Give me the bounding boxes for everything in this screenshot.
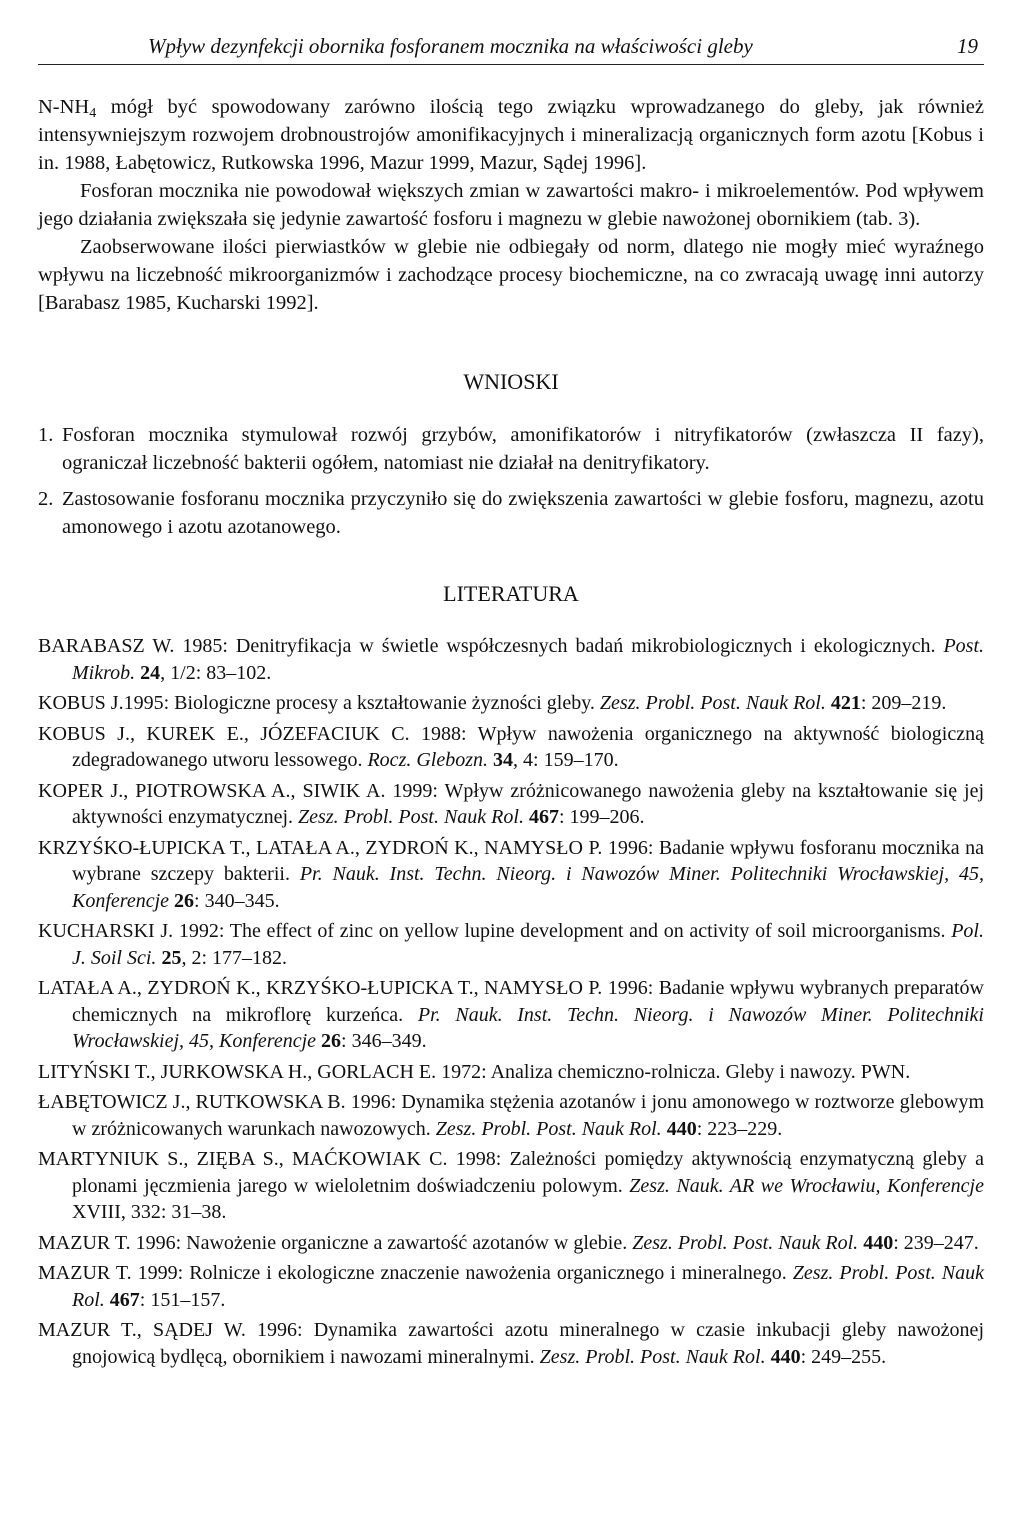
paragraph-1	[38, 93, 984, 177]
reference-text: LITYŃSKI T., JURKOWSKA H., GORLACH E. 1972: Analiza chemiczno-rolnicza. Gleby i nawozy. PWN.	[38, 1060, 911, 1083]
reference-journal: Zesz. Probl. Post. Nauk Rol.	[539, 1345, 766, 1368]
reference-pages: XVIII, 332: 31–38.	[72, 1201, 227, 1223]
reference-journal: Rocz. Glebozn.	[367, 749, 489, 771]
reference-pages: , 4: 159–170.	[513, 749, 619, 771]
reference-item	[38, 1146, 984, 1226]
reference-volume: 26	[316, 1030, 342, 1052]
reference-journal: Pol. J. Soil Sci.	[72, 920, 984, 969]
reference-item	[38, 975, 984, 1055]
reference-journal: Zesz. Nauk. AR we Wrocławiu, Konferencje	[629, 1174, 984, 1197]
reference-pages: : 209–219.	[860, 692, 947, 714]
reference-item	[38, 1089, 984, 1142]
reference-volume: 467	[104, 1288, 140, 1311]
paragraph-2: Fosforan mocznika nie powodował większych zmian w zawartości makro- i mikroelementów. Pod wpływem jego działania zwiększała się jedynie zawartość fosforu i magnezu w glebie nawożonej obornikiem (tab. 3).	[38, 180, 984, 230]
reference-item	[38, 633, 984, 686]
reference-journal: Zesz. Probl. Post. Nauk Rol.	[72, 1262, 984, 1311]
paragraph-1-rest: mógł być spowodowany zarówno ilością tego związku wprowadzanego do gleby, jak również intensywniejszym rozwojem drobnoustrojów amonifikacyjnych i mineralizacją organicznych form azotu [Kobus i in. 1988, Łabętowicz, Rutkowska 1996, Mazur 1999, Mazur, Sądej 1996].	[38, 96, 984, 174]
page-number: 19	[957, 34, 978, 58]
reference-item	[38, 835, 984, 915]
reference-pages: : 223–229.	[696, 1117, 783, 1140]
paragraph-1-start: N-NH	[38, 96, 90, 118]
reference-pages: , 2: 177–182.	[181, 946, 287, 969]
conclusion-text: Fosforan mocznika stymulował rozwój grzybów, amonifikatorów i nitryfikatorów (zwłaszcza II fazy), ograniczał liczebność bakterii ogółem, natomiast nie działał na denitryfikatory.	[62, 424, 984, 474]
reference-pages: : 239–247.	[893, 1231, 979, 1254]
reference-volume: 25	[156, 946, 182, 969]
reference-item	[38, 1260, 984, 1313]
reference-pages: : 151–157.	[139, 1288, 226, 1311]
reference-item	[38, 1059, 984, 1086]
reference-item	[38, 918, 984, 971]
reference-item	[38, 1230, 984, 1257]
reference-volume: 26	[169, 889, 195, 912]
subscript: 4	[89, 106, 97, 121]
conclusion-item	[38, 485, 984, 541]
reference-volume: 421	[825, 692, 861, 714]
conclusion-text: Zastosowanie fosforanu mocznika przyczyniło się do zwiększenia zawartości w glebie fosforu, magnezu, azotu amonowego i azotu azotanowego.	[62, 488, 984, 538]
references-list	[38, 633, 984, 1370]
reference-text: MAZUR T., SĄDEJ W. 1996: Dynamika zawartości azotu mineralnego w czasie inkubacji gleby nawożonej gnojowicą bydlęcą, obornikiem i nawozami mineralnymi.	[38, 1319, 984, 1368]
reference-volume: 24	[135, 661, 161, 684]
conclusion-number: 2.	[38, 488, 54, 510]
reference-text: BARABASZ W. 1985: Denitryfikacja w świetle współczesnych badań mikrobiologicznych i ekologicznych.	[38, 635, 944, 657]
reference-journal: Post. Mikrob.	[72, 635, 984, 684]
reference-text: KRZYŚKO-ŁUPICKA T., LATAŁA A., ZYDROŃ K., NAMYSŁO P. 1996: Badanie wpływu fosforanu mocznika na wybrane szczepy bakterii.	[38, 836, 984, 885]
reference-text: KOBUS J.1995: Biologiczne procesy a kształtowanie żyzności gleby.	[38, 692, 600, 714]
reference-text: MAZUR T. 1999: Rolnicze i ekologiczne znaczenie nawożenia organicznego i mineralnego.	[38, 1262, 793, 1284]
reference-text: KOPER J., PIOTROWSKA A., SIWIK A. 1999: Wpływ zróżnicowanego nawożenia gleby na kształtowanie się jej aktywności enzymatycznej.	[38, 779, 984, 828]
reference-pages: : 249–255.	[800, 1345, 887, 1368]
reference-volume: 467	[523, 806, 559, 828]
reference-pages: : 340–345.	[194, 889, 280, 912]
conclusions-list	[38, 421, 984, 541]
reference-journal: Pr. Nauk. Inst. Techn. Nieorg. i Nawozów Miner. Politechniki Wrocławskiej, 45, Konferencje	[72, 1003, 984, 1052]
reference-item	[38, 1317, 984, 1370]
reference-text: MARTYNIUK S., ZIĘBA S., MAĆKOWIAK C. 1998: Zależności pomiędzy aktywnością enzymatyczną gleby a plonami jęczmienia jarego w wieloletnim doświadczeniu polowym.	[38, 1148, 984, 1197]
reference-volume: 440	[858, 1231, 894, 1254]
conclusion-item	[38, 421, 984, 477]
reference-item	[38, 778, 984, 831]
running-title: Wpływ dezynfekcji obornika fosforanem mocznika na właściwości gleby	[148, 34, 753, 58]
reference-journal: Zesz. Probl. Post. Nauk Rol.	[599, 692, 826, 714]
reference-journal: Zesz. Probl. Post. Nauk Rol.	[435, 1117, 662, 1140]
reference-pages: : 346–349.	[341, 1030, 427, 1052]
literature-heading: LITERATURA	[443, 581, 579, 606]
reference-text: KUCHARSKI J. 1992: The effect of zinc on yellow lupine development and on activity of soil microorganisms.	[38, 920, 952, 942]
reference-text: KOBUS J., KUREK E., JÓZEFACIUK C. 1988: Wpływ nawożenia organicznego na aktywność biologiczną zdegradowanego utworu lessowego.	[38, 722, 984, 771]
conclusions-heading: WNIOSKI	[463, 369, 559, 394]
running-header	[38, 28, 984, 65]
reference-text: ŁABĘTOWICZ J., RUTKOWSKA B. 1996: Dynamika stężenia azotanów i jonu amonowego w roztworze glebowym w zróżnicowanych warunkach nawozowych.	[38, 1091, 984, 1140]
reference-volume: 440	[661, 1117, 697, 1140]
reference-volume: 34	[488, 749, 514, 771]
page	[38, 28, 984, 1374]
reference-pages: : 199–206.	[558, 806, 645, 828]
reference-item	[38, 690, 984, 717]
reference-text: MAZUR T. 1996: Nawożenie organiczne a zawartość azotanów w glebie.	[38, 1231, 633, 1254]
reference-pages: , 1/2: 83–102.	[160, 661, 272, 684]
body-text	[38, 93, 984, 317]
paragraph-3: Zaobserwowane ilości pierwiastków w glebie nie odbiegały od norm, dlatego nie mogły mieć wyraźnego wpływu na liczebność mikroorganizmów i zachodzące procesy biochemiczne, na co zwracają uwagę inni autorzy [Barabasz 1985, Kucharski 1992].	[38, 236, 984, 314]
reference-volume: 440	[765, 1345, 801, 1368]
reference-journal: Pr. Nauk. Inst. Techn. Nieorg. i Nawozów Miner. Politechniki Wrocławskiej, 45, Konferencje	[72, 863, 984, 912]
conclusion-number: 1.	[38, 424, 54, 446]
reference-journal: Zesz. Probl. Post. Nauk Rol.	[632, 1231, 859, 1254]
reference-text: LATAŁA A., ZYDROŃ K., KRZYŚKO-ŁUPICKA T., NAMYSŁO P. 1996: Badanie wpływu wybranych preparatów chemicznych na mikroflorę kurzeńca.	[38, 977, 984, 1026]
reference-item	[38, 721, 984, 774]
reference-journal: Zesz. Probl. Post. Nauk Rol.	[298, 806, 524, 828]
